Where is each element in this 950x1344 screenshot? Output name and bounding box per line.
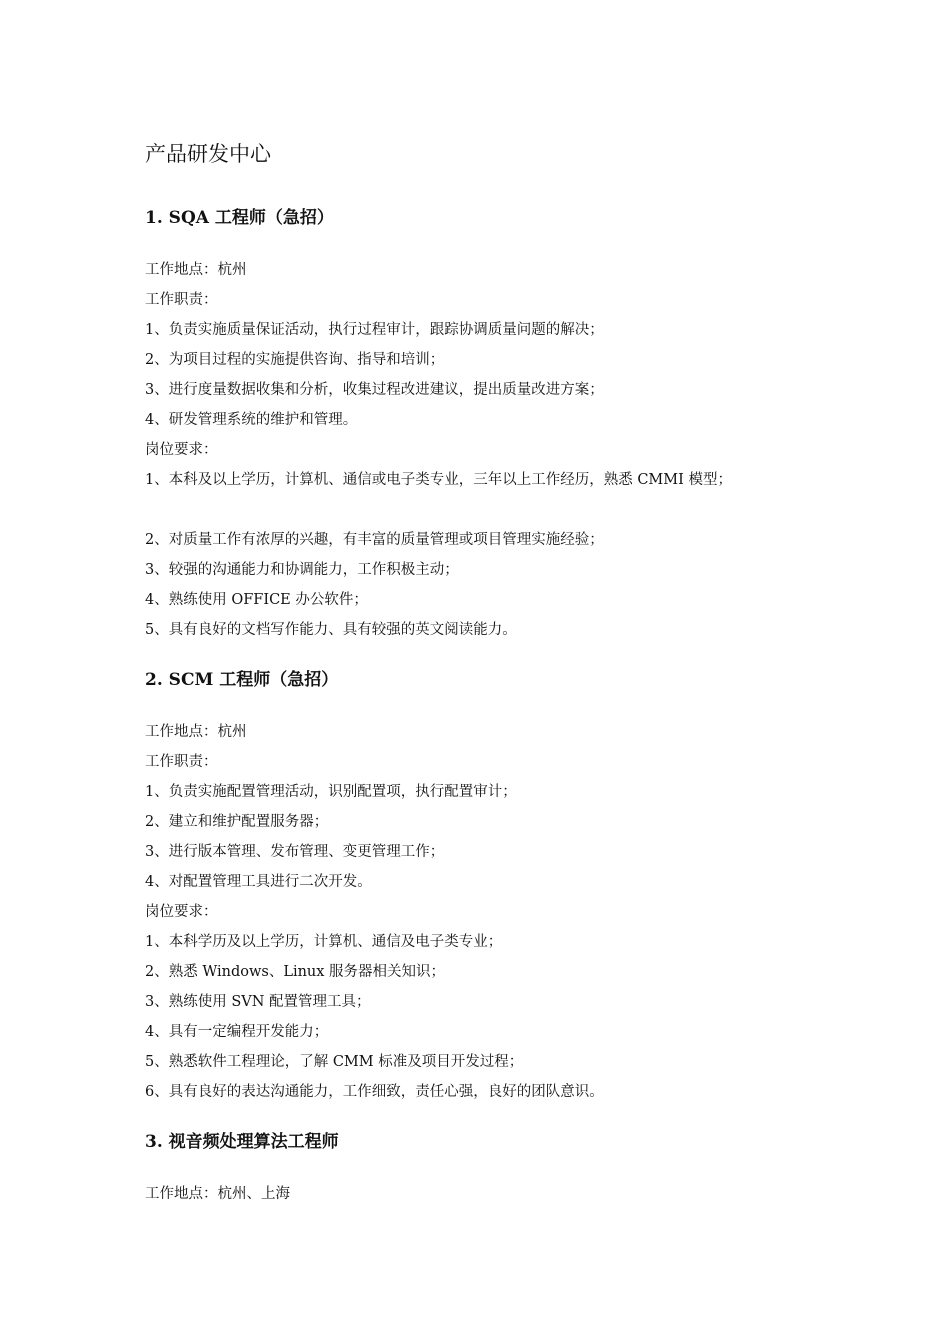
job-line: 工作职责： [145, 754, 218, 770]
job-title: 2. SCM 工程师（急招） [145, 670, 339, 690]
job-line: 6、具有良好的表达沟通能力，工作细致，责任心强，良好的团队意识。 [145, 1084, 604, 1100]
job-details [145, 717, 604, 1107]
job-title: 1. SQA 工程师（急招） [145, 208, 334, 228]
job-line: 2、熟悉 Windows、Linux 服务器相关知识； [145, 964, 446, 980]
job-line: 3、熟练使用 SVN 配置管理工具； [145, 994, 371, 1010]
job-details [145, 1179, 290, 1209]
department-title: 产品研发中心 [145, 142, 271, 166]
job-title: 3. 视音频处理算法工程师 [145, 1132, 339, 1152]
job-details [145, 255, 732, 645]
job-line: 4、研发管理系统的维护和管理。 [145, 412, 358, 428]
blank-line [145, 495, 732, 525]
job-line: 1、本科学历及以上学历，计算机、通信及电子类专业； [145, 934, 503, 950]
job-line: 5、熟悉软件工程理论，了解 CMM 标准及项目开发过程； [145, 1054, 524, 1070]
job-line: 4、熟练使用 OFFICE 办公软件； [145, 592, 368, 608]
job-line: 3、进行度量数据收集和分析，收集过程改进建议，提出质量改进方案； [145, 382, 604, 398]
job-line: 岗位要求： [145, 904, 218, 920]
job-line: 2、为项目过程的实施提供咨询、指导和培训； [145, 352, 445, 368]
job-line: 岗位要求： [145, 442, 218, 458]
job-line: 工作地点：杭州 [145, 724, 247, 740]
job-line: 4、对配置管理工具进行二次开发。 [145, 874, 372, 890]
job-line: 4、具有一定编程开发能力； [145, 1024, 329, 1040]
job-line: 工作职责： [145, 292, 218, 308]
job-line: 1、负责实施质量保证活动，执行过程审计，跟踪协调质量问题的解决； [145, 322, 604, 338]
job-line: 3、较强的沟通能力和协调能力，工作积极主动； [145, 562, 459, 578]
job-line: 3、进行版本管理、发布管理、变更管理工作； [145, 844, 445, 860]
job-line: 2、对质量工作有浓厚的兴趣，有丰富的质量管理或项目管理实施经验； [145, 532, 604, 548]
job-line: 2、建立和维护配置服务器； [145, 814, 329, 830]
job-line: 1、负责实施配置管理活动，识别配置项，执行配置审计； [145, 784, 517, 800]
job-line: 5、具有良好的文档写作能力、具有较强的英文阅读能力。 [145, 622, 517, 638]
job-line: 工作地点：杭州 [145, 262, 247, 278]
job-line: 工作地点：杭州、上海 [145, 1186, 290, 1202]
job-line: 1、本科及以上学历，计算机、通信或电子类专业，三年以上工作经历，熟悉 CMMI 模型； [145, 472, 732, 488]
